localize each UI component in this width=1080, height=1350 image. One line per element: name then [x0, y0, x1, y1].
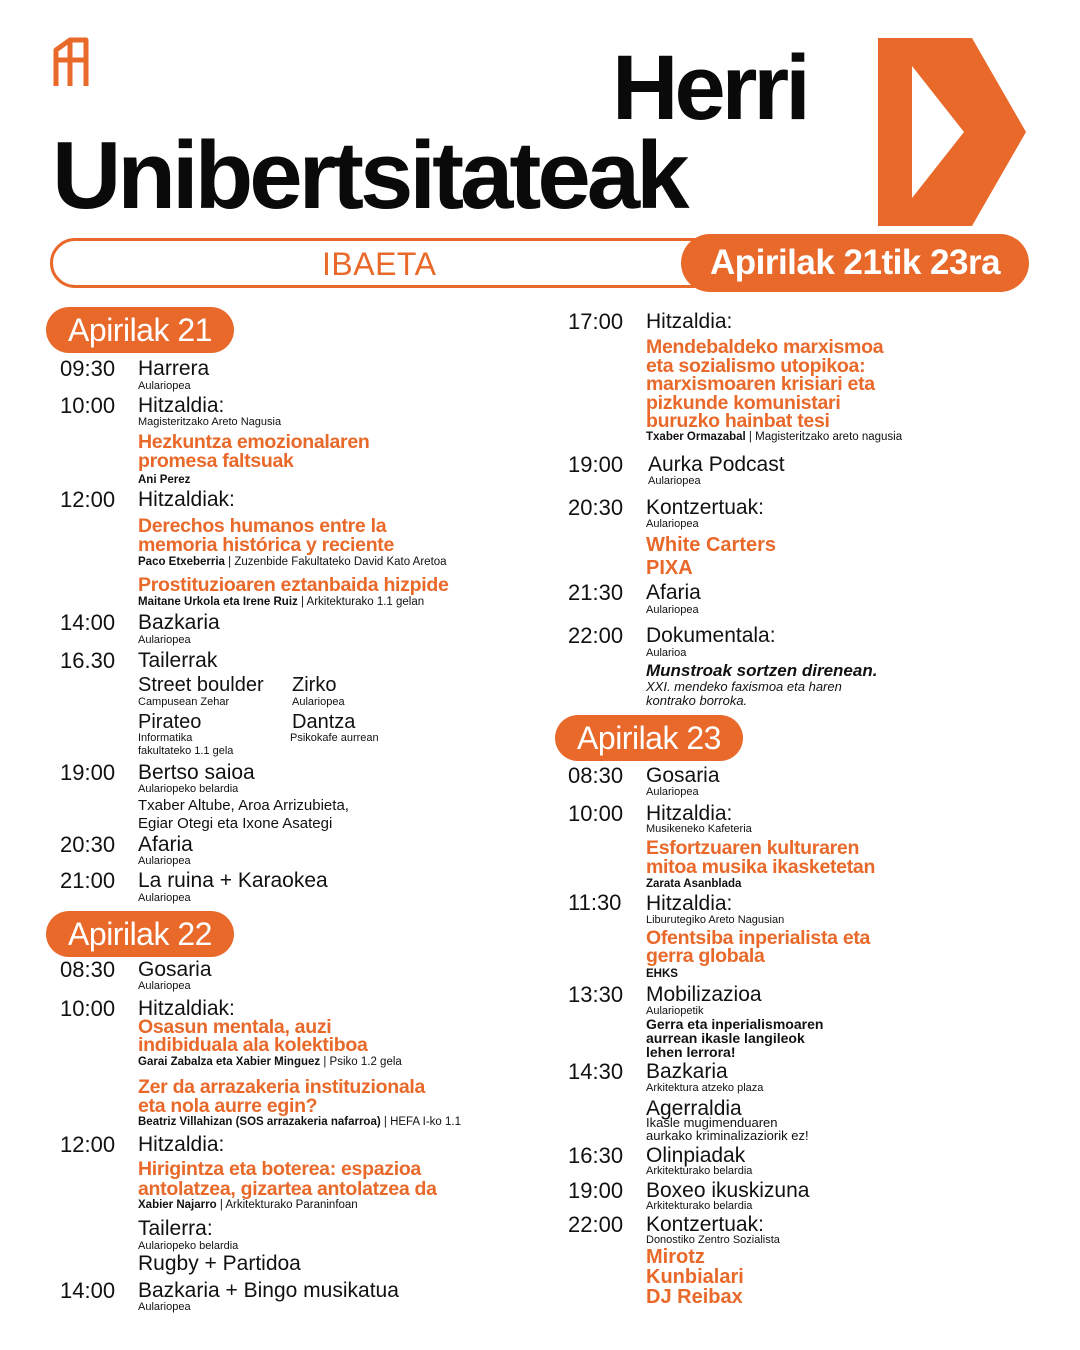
- talk-location: Zuzenbide Fakultateko David Kato Aretoa: [234, 556, 447, 568]
- day-badge-21: Apirilak 21: [46, 307, 234, 353]
- film-title: Munstroak sortzen direnean.: [646, 661, 878, 680]
- performers: Txaber Altube, Aroa Arrizubieta,: [138, 797, 349, 814]
- speaker-line: Xabier Najarro | Arkitekturako Paraninfoan: [138, 1199, 358, 1211]
- play-arrow-icon: [876, 36, 1028, 228]
- talk-title: Prostituzioaren eztanbaida hizpide: [138, 574, 449, 596]
- logo-icon: [50, 36, 92, 88]
- event-title: Hitzaldia:: [138, 1133, 225, 1156]
- event-time: 21:30: [568, 580, 624, 605]
- talk-title: gerra globala: [646, 945, 765, 967]
- talk-location: Arkitekturako Paraninfoan: [225, 1199, 358, 1211]
- workshop-location: Aulariopea: [292, 696, 345, 708]
- workshop-location: Psikokafe aurrean: [290, 732, 379, 744]
- day-badge-22: Apirilak 22: [46, 911, 234, 957]
- workshop-location: Informatika: [138, 732, 193, 744]
- event-location: Aulariopea: [646, 604, 699, 616]
- event-location: Aulariopeko belardia: [138, 783, 239, 795]
- workshop-title: Dantza: [292, 711, 356, 733]
- workshop-location: fakultateko 1.1 gela: [138, 745, 234, 757]
- speaker: Garai Zabalza eta Xabier Minguez: [138, 1056, 321, 1068]
- event-time: 10:00: [60, 393, 116, 418]
- talk-location: Arkitekturako 1.1 gelan: [306, 596, 425, 608]
- event-title: Afaria: [646, 581, 701, 604]
- speaker-line: Garai Zabalza eta Xabier Minguez | Psiko 1.2 gela: [138, 1056, 402, 1068]
- event-title: Bertso saioa: [138, 761, 255, 784]
- event-time: 10:00: [568, 801, 624, 826]
- talk-title: memoria histórica y reciente: [138, 534, 395, 556]
- event-title: Hitzaldia:: [646, 892, 733, 915]
- talk-location: Psiko 1.2 gela: [329, 1056, 402, 1068]
- event-time: 21:00: [60, 868, 116, 893]
- speaker: Beatriz Villahizan (SOS arrazakeria nafarroa): [138, 1116, 381, 1128]
- event-location: Aulariopea: [138, 855, 191, 867]
- speaker-line: Paco Etxeberria | Zuzenbide Fakultateko David Kato Aretoa: [138, 556, 447, 568]
- talk-title: Esfortzuaren kulturaren: [646, 837, 860, 859]
- event-location: Liburutegiko Areto Nagusian: [646, 914, 785, 926]
- slogan: lehen lerrora!: [646, 1044, 736, 1060]
- event-title: Hitzaldiak:: [138, 997, 235, 1020]
- event-time: 22:00: [568, 1212, 624, 1237]
- event-location: Arkitekturako belardia: [646, 1165, 753, 1177]
- event-location: Aulariopea: [138, 892, 191, 904]
- talk-title: marxismoaren krisiari eta: [646, 373, 875, 395]
- event-title: Mobilizazioa: [646, 983, 762, 1006]
- band-name: DJ Reibax: [646, 1286, 743, 1308]
- event-time: 08:30: [60, 957, 116, 982]
- event-title: Olinpiadak: [646, 1144, 746, 1167]
- talk-title: eta nola aurre egin?: [138, 1095, 318, 1117]
- event-time: 22:00: [568, 623, 624, 648]
- event-description: aurkako kriminalizaziorik ez!: [646, 1128, 809, 1143]
- event-title: Gosaria: [138, 958, 212, 981]
- speaker: Ani Perez: [138, 474, 191, 486]
- workshop-title: Zirko: [292, 674, 337, 696]
- speaker: Zarata Asanblada: [646, 878, 742, 890]
- workshop-location: Campusean Zehar: [138, 696, 230, 708]
- talk-title: Hezkuntza emozionalaren: [138, 431, 370, 453]
- event-time: 20:30: [60, 832, 116, 857]
- event-time: 14:00: [60, 610, 116, 635]
- event-time: 10:00: [60, 996, 116, 1021]
- talk-title: Osasun mentala, auzi: [138, 1016, 332, 1038]
- event-location: Musikeneko Kafeteria: [646, 823, 752, 835]
- talk-title: eta sozialismo utopikoa:: [646, 355, 866, 377]
- band-name: PIXA: [646, 557, 693, 579]
- talk-title: pizkunde komunistari: [646, 392, 841, 414]
- event-location: Magisteritzako Areto Nagusia: [138, 416, 282, 428]
- talk-title: Zer da arrazakeria instituzionala: [138, 1076, 426, 1098]
- event-time: 12:00: [60, 1132, 116, 1157]
- talk-title: indibiduala ala kolektiboa: [138, 1034, 368, 1056]
- event-time: 20:30: [568, 495, 624, 520]
- event-time: 19:00: [568, 452, 624, 477]
- title-line-1: Herri: [612, 37, 807, 139]
- event-location: Aulariopea: [138, 980, 191, 992]
- event-title: Agerraldia: [646, 1097, 742, 1120]
- event-title: Gosaria: [646, 764, 720, 787]
- band-name: White Carters: [646, 534, 777, 556]
- event-location: Donostiko Zentro Sozialista: [646, 1234, 780, 1246]
- speaker: Xabier Najarro: [138, 1199, 217, 1211]
- talk-location: Magisteritzako areto nagusia: [755, 431, 903, 443]
- talk-title: antolatzea, gizartea antolatzea da: [138, 1178, 437, 1200]
- band-name: Mirotz: [646, 1246, 705, 1268]
- event-description: Ikasle mugimenduaren: [646, 1115, 778, 1130]
- speaker: Maitane Urkola eta Irene Ruiz: [138, 596, 298, 608]
- speaker-line: Maitane Urkola eta Irene Ruiz | Arkitekturako 1.1 gelan: [138, 596, 425, 608]
- event-title: Bazkaria + Bingo musikatua: [138, 1279, 399, 1302]
- event-title: Harrera: [138, 357, 210, 380]
- event-title: Kontzertuak:: [646, 1213, 764, 1236]
- event-time: 19:00: [568, 1178, 624, 1203]
- film-description: XXI. mendeko faxismoa eta haren: [646, 679, 842, 694]
- event-time: 08:30: [568, 763, 624, 788]
- talk-title: promesa faltsuak: [138, 450, 294, 472]
- event-time: 09:30: [60, 356, 116, 381]
- event-time: 16.30: [60, 648, 116, 673]
- event-location: Aulariopea: [138, 634, 191, 646]
- workshop-title: Street boulder: [138, 674, 264, 696]
- event-title: Bazkaria: [138, 611, 220, 634]
- event-location: Arkitekturako belardia: [646, 1200, 753, 1212]
- event-location: Aularioa: [646, 647, 687, 659]
- event-title: Dokumentala:: [646, 624, 776, 647]
- event-location: Aulariopetik: [646, 1005, 704, 1017]
- event-location: Aulariopea: [138, 380, 191, 392]
- event-title: Aurka Podcast: [648, 453, 785, 476]
- speaker-line: Txaber Ormazabal | Magisteritzako areto nagusia: [646, 431, 903, 443]
- event-title: Hitzaldia:: [646, 802, 733, 825]
- event-time: 16:30: [568, 1143, 624, 1168]
- day-badge-23: Apirilak 23: [555, 715, 743, 761]
- event-location: Arkitektura atzeko plaza: [646, 1082, 764, 1094]
- speaker: EHKS: [646, 968, 678, 980]
- talk-title: Ofentsiba inperialista eta: [646, 927, 871, 949]
- talk-location: HEFA I-ko 1.1: [390, 1116, 462, 1128]
- event-location: Aulariopeko belardia: [138, 1240, 239, 1252]
- band-name: Kunbialari: [646, 1266, 744, 1288]
- event-title: Rugby + Partidoa: [138, 1252, 301, 1275]
- date-range-badge: Apirilak 21tik 23ra: [681, 234, 1029, 292]
- event-time: 14:00: [60, 1278, 116, 1303]
- event-time: 11:30: [568, 890, 622, 915]
- speaker: Txaber Ormazabal: [646, 431, 746, 443]
- event-location: Aulariopea: [646, 786, 699, 798]
- workshop-title: Pirateo: [138, 711, 202, 733]
- talk-title: Mendebaldeko marxismoa: [646, 336, 884, 358]
- event-time: 17:00: [568, 309, 624, 334]
- event-title: Hitzaldia:: [646, 310, 733, 333]
- event-title: Bazkaria: [646, 1060, 728, 1083]
- event-title: Afaria: [138, 833, 193, 856]
- place-label: IBAETA: [322, 246, 437, 282]
- event-location: Aulariopea: [646, 518, 699, 530]
- event-title: Tailerra:: [138, 1217, 213, 1240]
- speaker-line: Beatriz Villahizan (SOS arrazakeria nafarroa) | HEFA I-ko 1.1: [138, 1116, 462, 1128]
- slogan: Gerra eta inperialismoaren: [646, 1016, 824, 1032]
- talk-title: mitoa musika ikasketetan: [646, 856, 876, 878]
- event-time: 19:00: [60, 760, 116, 785]
- event-time: 13:30: [568, 982, 624, 1007]
- title-line-2: Unibertsitateak: [52, 122, 686, 229]
- event-title: La ruina + Karaokea: [138, 869, 328, 892]
- performers: Egiar Otegi eta Ixone Asategi: [138, 815, 333, 832]
- talk-title: buruzko hainbat tesi: [646, 410, 830, 432]
- event-time: 14:30: [568, 1059, 624, 1084]
- slogan: aurrean ikasle langileok: [646, 1030, 805, 1046]
- event-title: Boxeo ikuskizuna: [646, 1179, 810, 1202]
- event-time: 12:00: [60, 487, 116, 512]
- event-location: Aulariopea: [138, 1301, 191, 1313]
- event-title: Hitzaldia:: [138, 394, 225, 417]
- talk-title: Derechos humanos entre la: [138, 515, 387, 537]
- film-description: kontrako borroka.: [646, 693, 748, 708]
- event-title: Kontzertuak:: [646, 496, 764, 519]
- talk-title: Hirigintza eta boterea: espazioa: [138, 1158, 421, 1180]
- event-title: Tailerrak: [138, 649, 218, 672]
- event-title: Hitzaldiak:: [138, 488, 235, 511]
- speaker: Paco Etxeberria: [138, 556, 225, 568]
- event-location: Aulariopea: [648, 475, 701, 487]
